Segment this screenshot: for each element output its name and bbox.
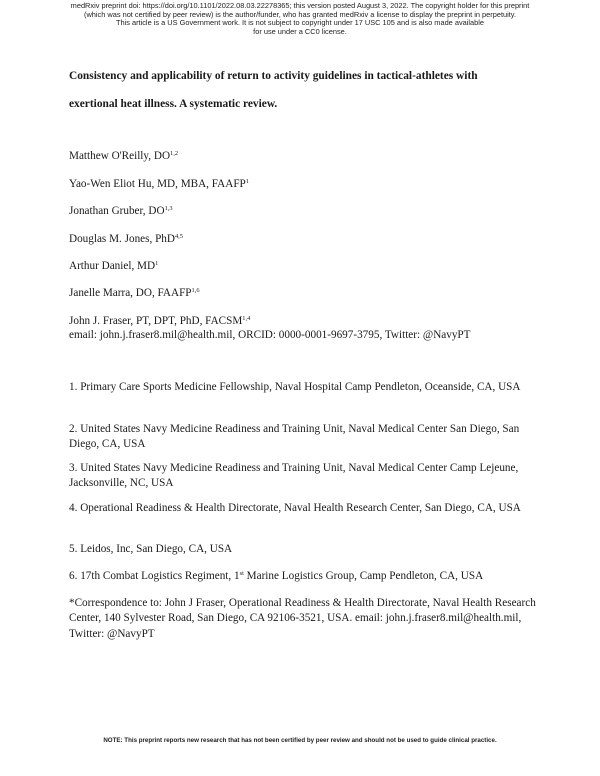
header-line: for use under a CC0 license. [253, 26, 347, 36]
author [69, 205, 173, 217]
affiliation-4: 4. Operational Readiness & Health Directorate, Naval Health Research Center, San Diego, CA, USA [69, 502, 521, 514]
paper-title-line-1: Consistency and applicability of return to activity guidelines in tactical-athletes with [69, 70, 478, 82]
author-affiliation-marker: 1,3 [164, 205, 173, 212]
author-name: Matthew O'Reilly, DO [69, 150, 171, 162]
author-name: Jonathan Gruber, DO [69, 205, 165, 217]
header-line: (which was not certified by peer review) is the author/funder, who has granted medRxiv a license to display the preprint in perpetuity. [83, 9, 517, 19]
preprint-disclaimer: NOTE: This preprint reports new research that has not been certified by peer review and should not be used to guide clinical practice. [103, 737, 497, 744]
affiliation-3: 3. United States Navy Medicine Readiness and Training Unit, Naval Medical Center Camp Lejeune, Jacksonville, NC, USA [69, 462, 519, 490]
author-name: Janelle Marra, DO, FAAFP [69, 287, 192, 299]
affiliation-6 [69, 569, 539, 584]
author-affiliation-marker: 1,4 [242, 315, 251, 322]
author-affiliation-marker: 1,2 [170, 150, 179, 157]
author-affiliation-marker: 1 [155, 260, 159, 267]
author [69, 287, 200, 299]
preprint-header [30, 2, 570, 36]
affiliation-6-text: Marine Logistics Group, Camp Pendleton, CA, USA [243, 570, 484, 582]
author-affiliation-marker: 1,6 [191, 287, 200, 294]
header-line: medRxiv preprint doi: https://doi.org/10.1101/2022.08.03.22278365; this version posted August 3, 2022. The copyright holder for this preprint [70, 1, 530, 10]
author [69, 178, 249, 190]
author-affiliation-marker: 1 [245, 178, 249, 185]
ordinal-suffix: st [239, 570, 244, 577]
author [69, 315, 250, 327]
author-affiliation-marker: 4,5 [174, 233, 183, 240]
affiliation-2: 2. United States Navy Medicine Readiness and Training Unit, Naval Medical Center San Diego, San Diego, CA, USA [69, 423, 520, 451]
corresponding-author-contact: email: john.j.fraser8.mil@health.mil, ORCID: 0000-0001-9697-3795, Twitter: @NavyPT [69, 329, 471, 341]
affiliation-6-text: 6. 17th Combat Logistics Regiment, 1 [69, 570, 240, 582]
paper-title-line-2: exertional heat illness. A systematic review. [69, 98, 278, 110]
author-name: Arthur Daniel, MD [69, 260, 156, 272]
author-name: Douglas M. Jones, PhD [69, 233, 175, 245]
header-line: This article is a US Government work. It is not subject to copyright under 17 USC 105 and is also made available [115, 18, 485, 28]
author-name: Yao-Wen Eliot Hu, MD, MBA, FAAFP [69, 178, 246, 190]
affiliation-5: 5. Leidos, Inc, San Diego, CA, USA [69, 543, 233, 555]
author [69, 233, 183, 245]
correspondence: *Correspondence to: John J Fraser, Operational Readiness & Health Directorate, Naval Health Research Center, 140 Sylvester Road, San Diego, CA 92106-3521, USA. email: john.j.fraser8.mil@health.mil, Twitter: @NavyPT [69, 597, 536, 640]
author-name: John J. Fraser, PT, DPT, PhD, FACSM [69, 315, 243, 327]
affiliation-1: 1. Primary Care Sports Medicine Fellowship, Naval Hospital Camp Pendleton, Oceanside, CA, USA [69, 381, 521, 393]
author [69, 260, 158, 272]
author [69, 150, 178, 162]
